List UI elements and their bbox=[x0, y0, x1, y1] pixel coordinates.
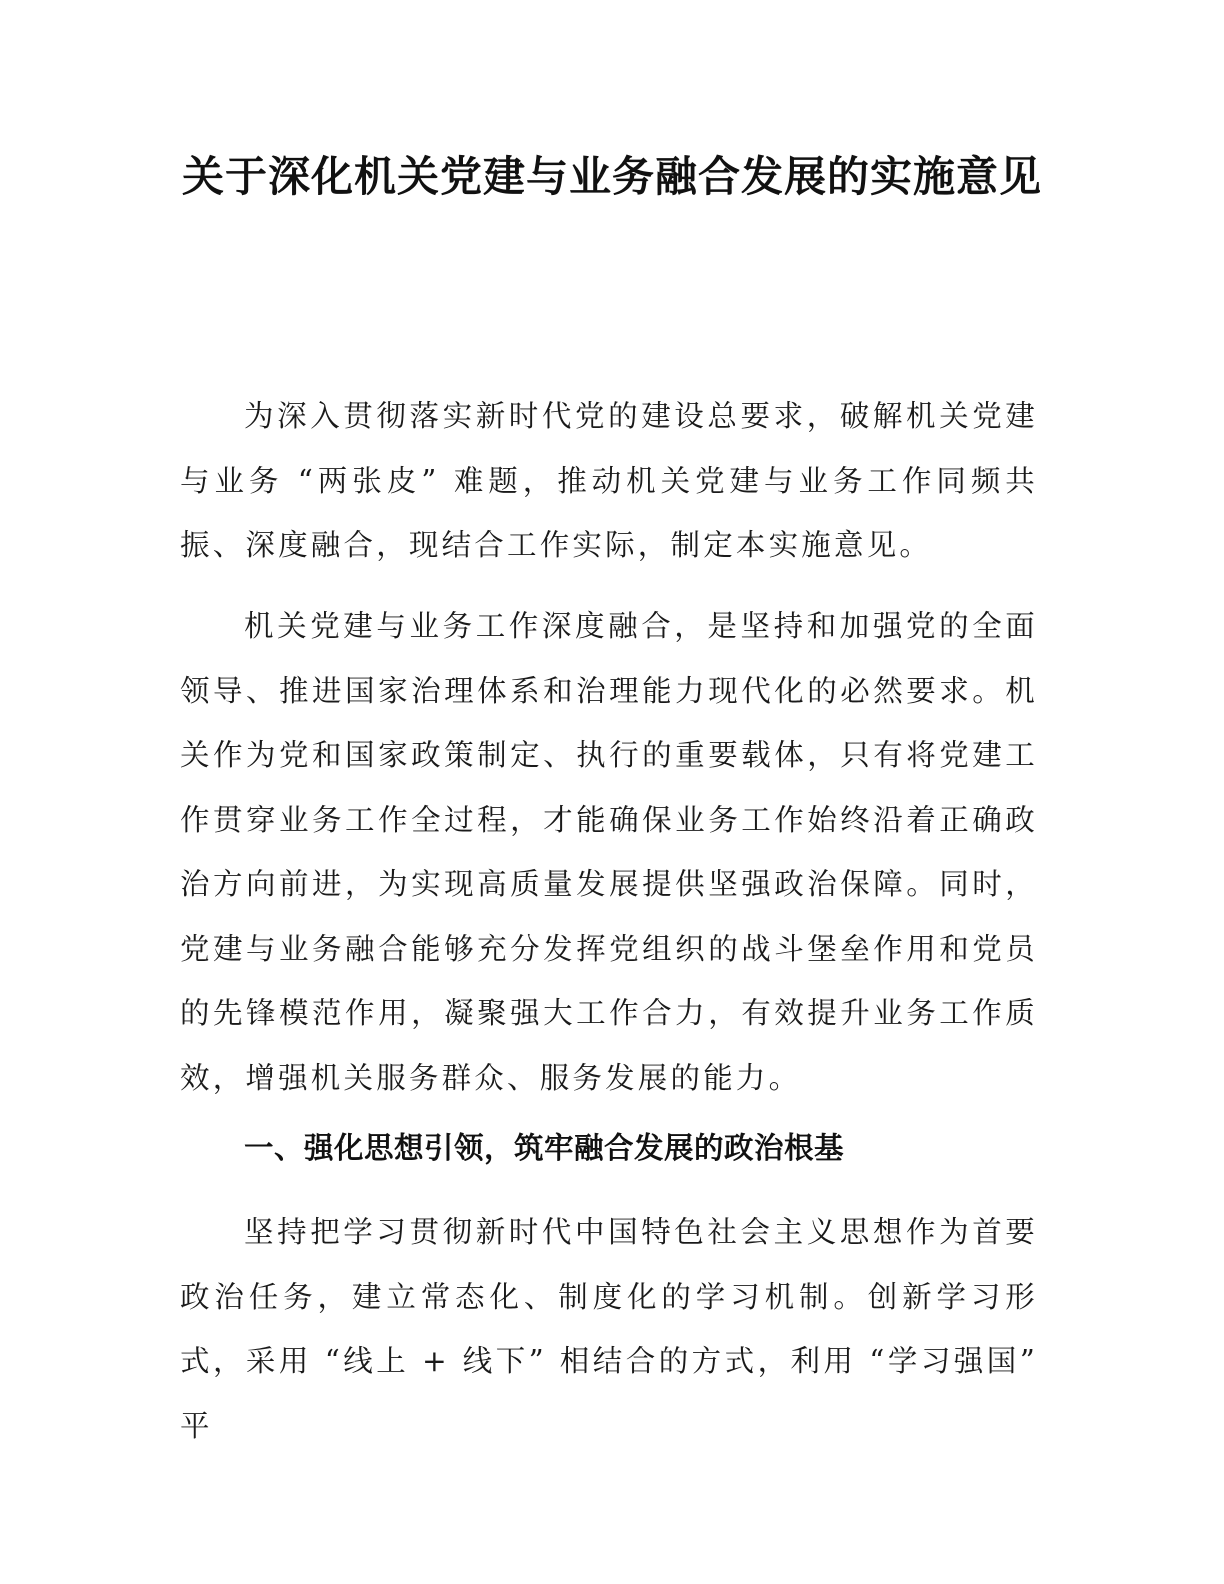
background-paragraph: 机关党建与业务工作深度融合，是坚持和加强党的全面领导、推进国家治理体系和治理能力现代化的必然要求。机关作为党和国家政策制定、执行的重要载体，只有将党建工作贯穿业务工作全过程，才能确保业务工作始终沿着正确政治方向前进，为实现高质量发展提供坚强政治保障。同时，党建与业务融合能够充分发挥党组织的战斗堡垒作用和党员的先锋模范作用，凝聚强大工作合力，有效提升业务工作质效，增强机关服务群众、服务发展的能力。 bbox=[180, 609, 1038, 1095]
section-paragraph: 坚持把学习贯彻新时代中国特色社会主义思想作为首要政治任务，建立常态化、制度化的学习机制。创新学习形式，采用 “线上 + 线下” 相结合的方式，利用 “学习强国” 平 bbox=[180, 1215, 1038, 1443]
section-heading: 一、强化思想引领，筑牢融合发展的政治根基 bbox=[244, 1131, 845, 1165]
intro-paragraph: 为深入贯彻落实新时代党的建设总要求，破解机关党建与业务 “两张皮” 难题，推动机关党建与业务工作同频共振、深度融合，现结合工作实际，制定本实施意见。 bbox=[180, 399, 1038, 562]
document-title: 关于深化机关党建与业务融合发展的实施意见 bbox=[181, 152, 1042, 201]
